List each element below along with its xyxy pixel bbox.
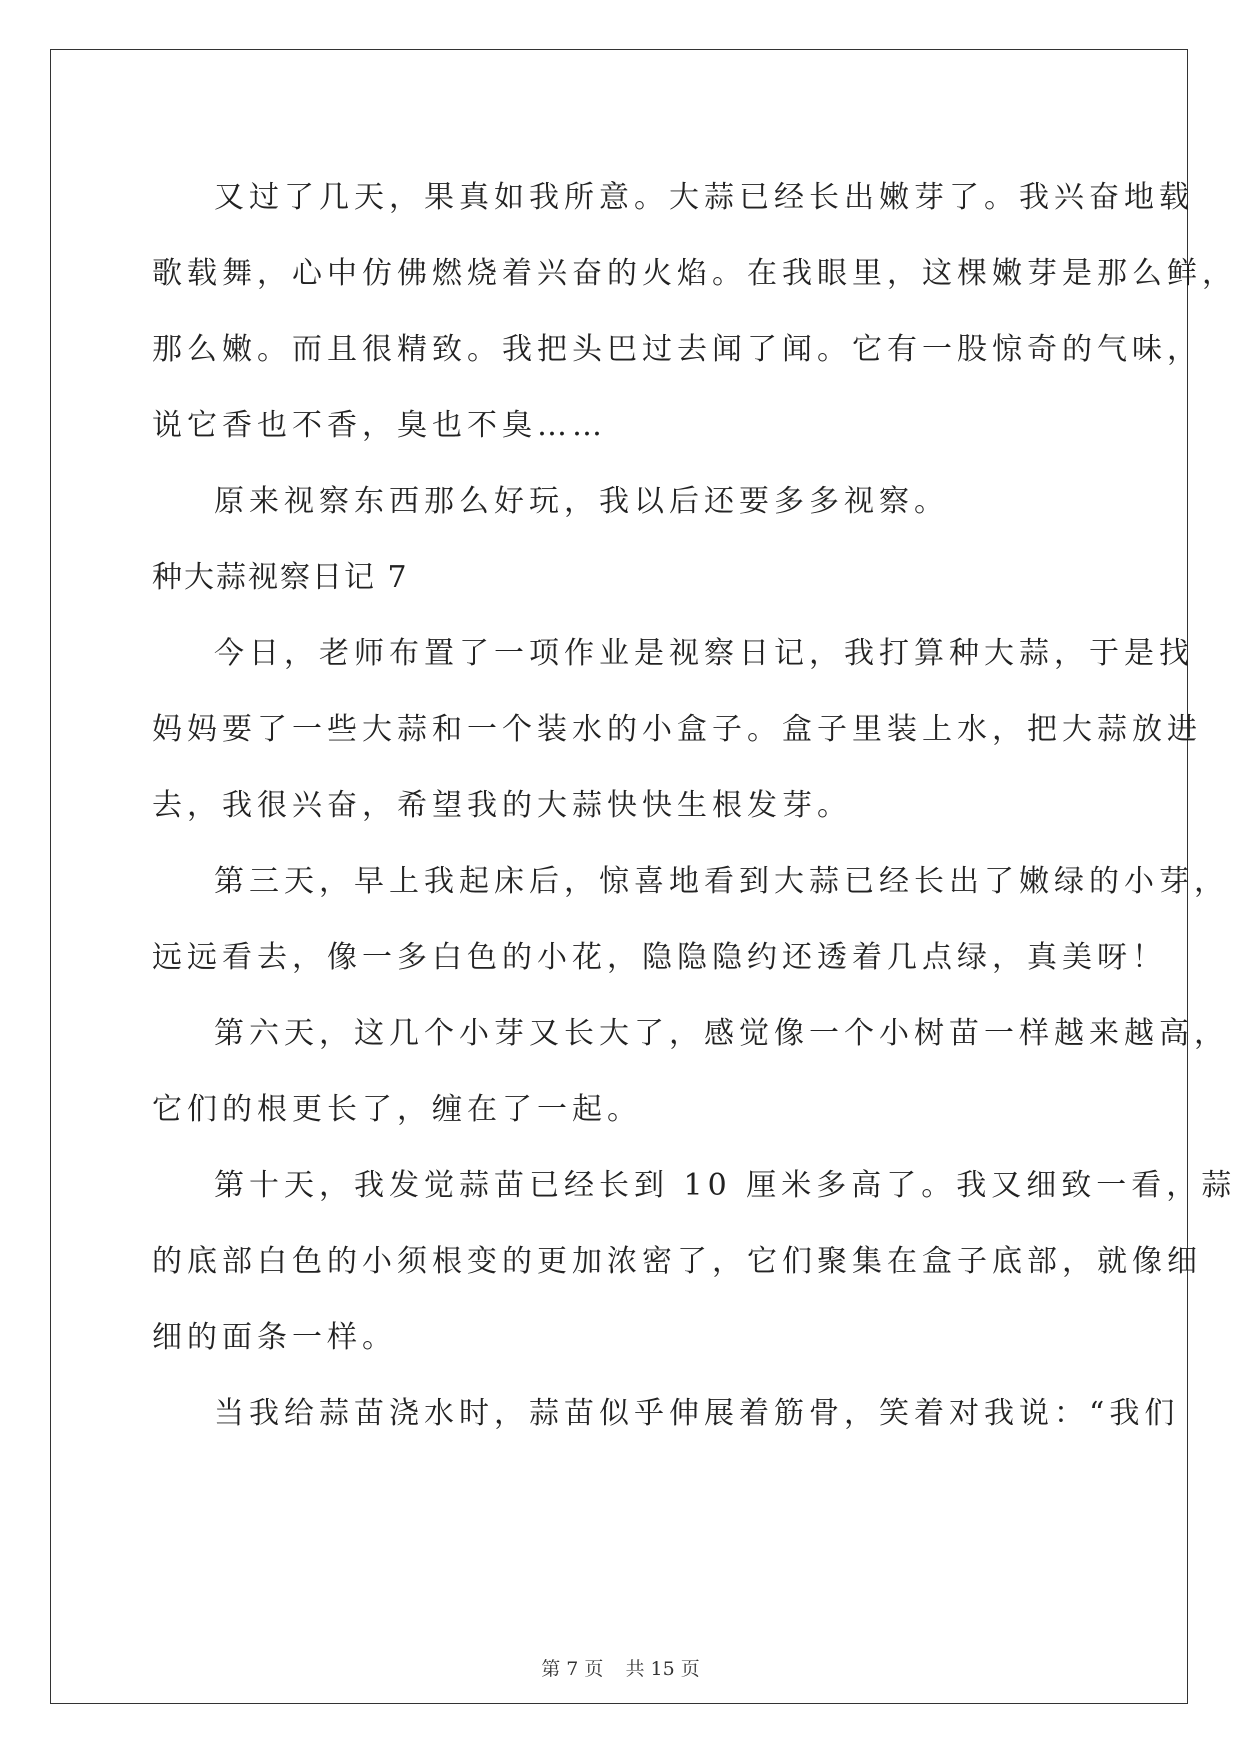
- paragraph: [152, 1148, 1237, 1376]
- paragraph: [152, 1376, 1180, 1452]
- page-footer: [0, 1654, 1241, 1681]
- document-body: [152, 160, 1237, 1452]
- text-line: 当我给蒜苗浇水时，蒜苗似乎伸展着筋骨，笑着对我说：“我们: [214, 1396, 1180, 1431]
- text-line: 说它香也不香，臭也不臭……: [152, 408, 607, 443]
- text-line: 第十天，我发觉蒜苗已经长到 10 厘米多高了。我又细致一看，蒜: [214, 1168, 1237, 1203]
- text-line: 今日，老师布置了一项作业是视察日记，我打算种大蒜，于是找: [214, 636, 1194, 671]
- paragraph: [152, 616, 1202, 844]
- paragraph: [152, 844, 1229, 996]
- page-total: 共 15 页: [625, 1658, 700, 1680]
- text-line: 原来视察东西那么好玩，我以后还要多多视察。: [214, 484, 949, 519]
- paragraph: [152, 464, 1112, 540]
- text-line: 远远看去，像一多白色的小花，隐隐隐约还透着几点绿，真美呀！: [152, 940, 1167, 975]
- text-line: 细的面条一样。: [152, 1320, 397, 1355]
- text-line: 又过了几天，果真如我所意。大蒜已经长出嫩芽了。我兴奋地载: [214, 180, 1194, 215]
- text-line: 第六天，这几个小芽又长大了，感觉像一个小树苗一样越来越高，: [214, 1016, 1229, 1051]
- text-line: 妈妈要了一些大蒜和一个装水的小盒子。盒子里装上水，把大蒜放进: [152, 712, 1202, 747]
- text-line: 它们的根更长了，缠在了一起。: [152, 1092, 642, 1127]
- text-line: 去，我很兴奋，希望我的大蒜快快生根发芽。: [152, 788, 852, 823]
- text-line: 歌载舞，心中仿佛燃烧着兴奋的火焰。在我眼里，这棵嫩芽是那么鲜，: [152, 256, 1237, 291]
- paragraph: [152, 160, 1237, 464]
- text-line: 第三天，早上我起床后，惊喜地看到大蒜已经长出了嫩绿的小芽，: [214, 864, 1229, 899]
- text-line: 的底部白色的小须根变的更加浓密了，它们聚集在盒子底部，就像细: [152, 1244, 1202, 1279]
- page-number: 第 7 页: [541, 1658, 604, 1680]
- paragraph: [152, 996, 1229, 1148]
- text-line: 那么嫩。而且很精致。我把头巴过去闻了闻。它有一股惊奇的气味，: [152, 332, 1202, 367]
- heading-text: 种大蒜视察日记 7: [152, 560, 409, 595]
- section-heading: [152, 540, 1112, 616]
